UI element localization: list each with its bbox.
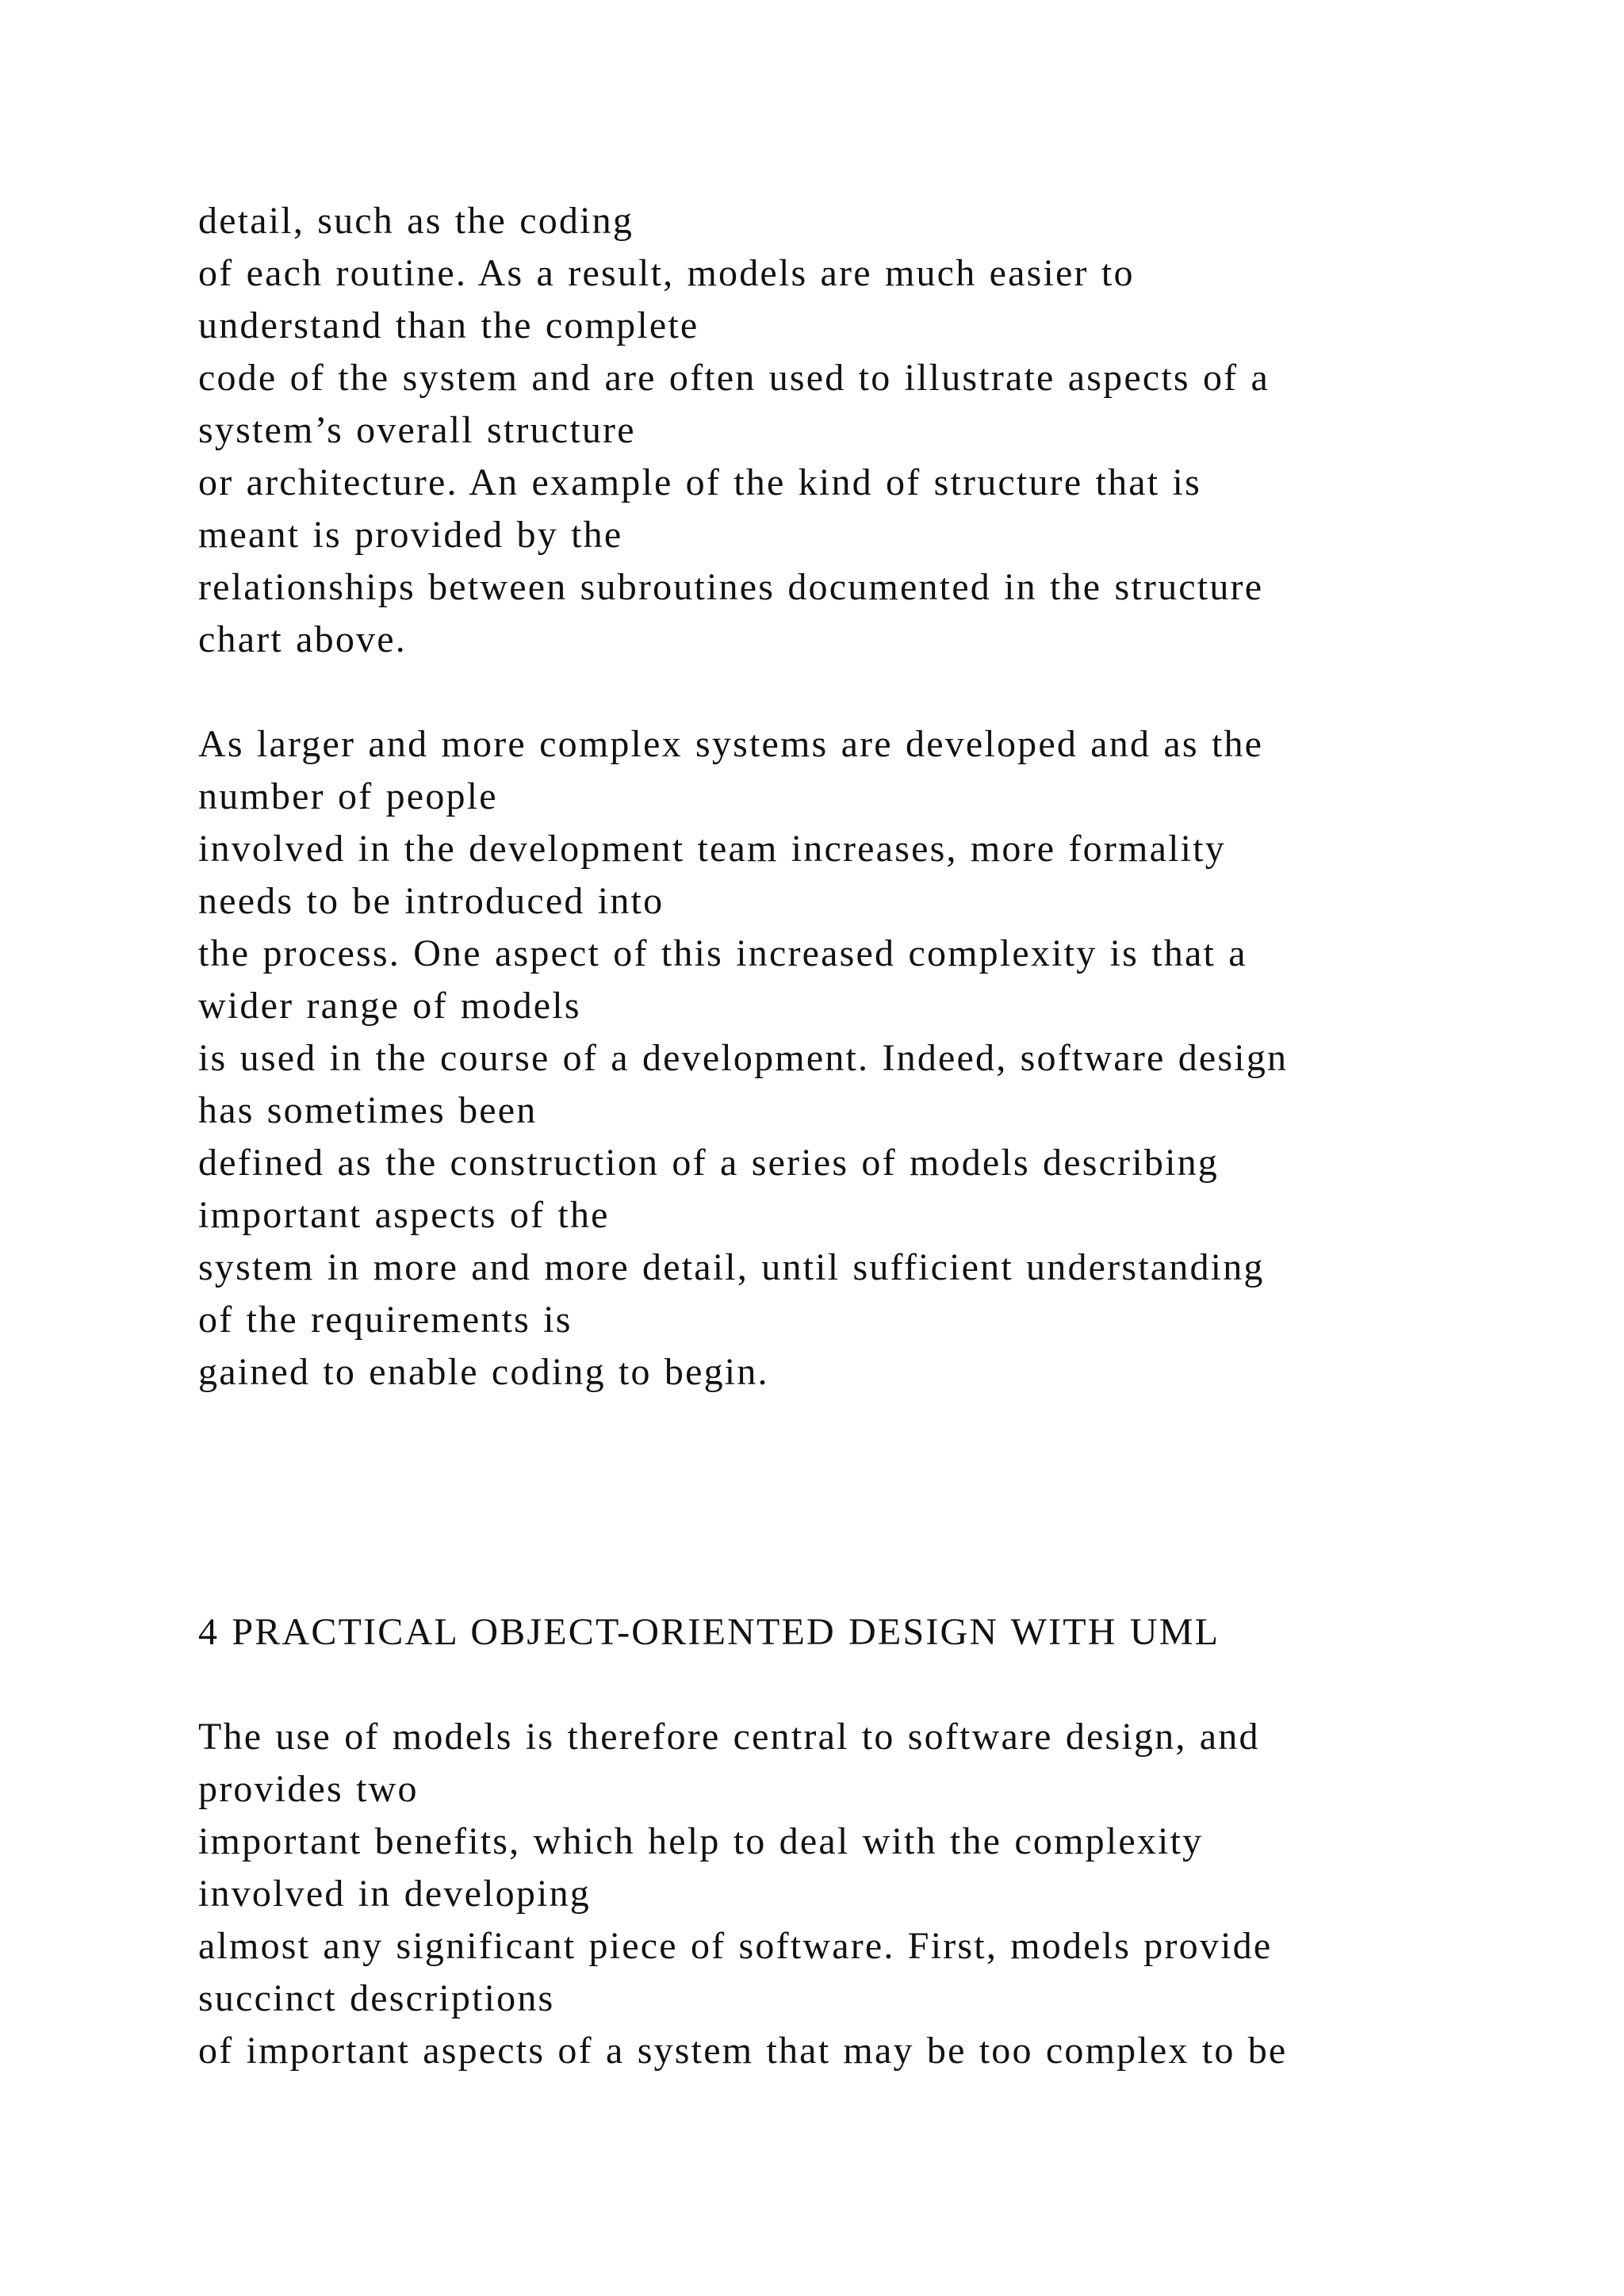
text-line: system in more and more detail, until sufficient understanding [198, 1246, 1265, 1288]
text-line: code of the system and are often used to illustrate aspects of a [198, 357, 1270, 399]
text-line: system’s overall structure [198, 409, 636, 451]
text-line: of each routine. As a result, models are much easier to [198, 252, 1135, 294]
text-line: has sometimes been [198, 1089, 538, 1131]
paragraph-1 [198, 195, 1483, 666]
text-line: needs to be introduced into [198, 880, 665, 922]
text-line: succinct descriptions [198, 1977, 555, 2019]
text-line: chart above. [198, 618, 407, 660]
text-line: provides two [198, 1768, 419, 1810]
text-line: relationships between subroutines documented in the structure [198, 566, 1264, 608]
paragraph-2 [198, 718, 1483, 1399]
text-line: of the requirements is [198, 1299, 573, 1341]
text-line: detail, such as the coding [198, 200, 634, 242]
running-header [198, 1606, 1483, 1659]
paragraph-3 [198, 1711, 1483, 2077]
text-line: meant is provided by the [198, 514, 623, 556]
text-line: almost any significant piece of software. First, models provide [198, 1925, 1273, 1967]
running-header-text: 4 PRACTICAL OBJECT-ORIENTED DESIGN WITH UML [198, 1611, 1220, 1653]
text-line: defined as the construction of a series of models describing [198, 1142, 1219, 1184]
text-line: involved in the development team increases, more formality [198, 828, 1226, 870]
text-line: As larger and more complex systems are developed and as the [198, 723, 1264, 765]
text-line: The use of models is therefore central to software design, and [198, 1716, 1260, 1758]
text-line: gained to enable coding to begin. [198, 1351, 769, 1393]
text-line: number of people [198, 775, 498, 817]
text-line: of important aspects of a system that may be too complex to be [198, 2030, 1288, 2072]
text-line: or architecture. An example of the kind of structure that is [198, 461, 1201, 503]
text-line: important aspects of the [198, 1194, 610, 1236]
text-line: involved in developing [198, 1873, 591, 1915]
text-line: wider range of models [198, 985, 581, 1027]
text-line: understand than the complete [198, 304, 699, 346]
text-line: is used in the course of a development. Indeed, software design [198, 1037, 1289, 1079]
text-line: important benefits, which help to deal with the complexity [198, 1820, 1204, 1862]
text-line: the process. One aspect of this increased complexity is that a [198, 932, 1247, 974]
